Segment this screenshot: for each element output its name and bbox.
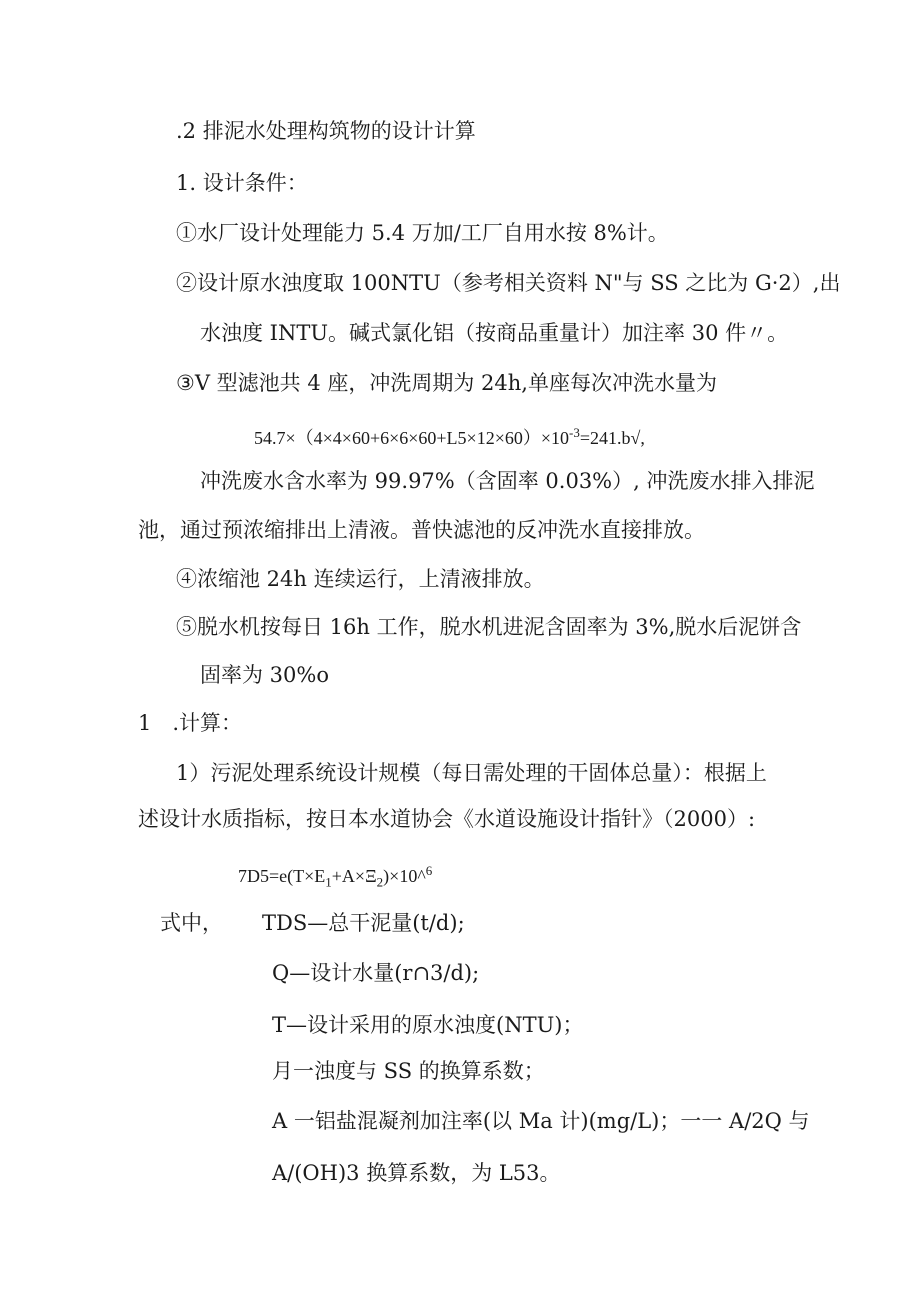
calculation-1-line-2: 述设计水质指标，按日本水道协会《水道设施设计指针》（2000）: [138, 807, 756, 831]
condition-3-line-2: 冲洗废水含水率为 99.97%（含固率 0.03%）, 冲洗废水排入排泥 [200, 469, 815, 493]
condition-1: ①水厂设计处理能力 5.4 万加/工厂自用水按 8%计。 [176, 221, 669, 245]
washwater-formula-exponent: -3 [569, 425, 580, 440]
calculation-1-line-1: 1）污泥处理系统设计规模（每日需处理的干固体总量）：根据上 [176, 761, 767, 785]
tds-formula-right: )×10^ [383, 866, 426, 886]
tds-formula-left: 7D5=e(T×E [238, 866, 326, 886]
condition-3-line-3: 池，通过预浓缩排出上清液。普快滤池的反冲洗水直接排放。 [138, 518, 705, 542]
design-conditions-title: 1. 设计条件： [176, 171, 308, 195]
variable-e1: 月一浊度与 SS 的换算系数； [272, 1059, 545, 1083]
variable-q: Q—设计水量(r∩3/d); [272, 961, 480, 985]
variable-t: T—设计采用的原水浊度(NTU)； [272, 1013, 584, 1037]
condition-5-line-2: 固率为 30%o [200, 663, 329, 687]
condition-5-line-1: ⑤脱水机按每日 16h 工作，脱水机进泥含固率为 3%,脱水后泥饼含 [176, 615, 802, 639]
condition-2-line-1: ②设计原水浊度取 100NTU（参考相关资料 N"与 SS 之比为 G·2）,出 [176, 271, 841, 295]
condition-3-line-1: ③V 型滤池共 4 座，冲洗周期为 24h,单座每次冲洗水量为 [176, 371, 717, 395]
tds-formula [238, 856, 432, 898]
tds-formula-sub-1: 1 [325, 874, 332, 890]
variable-a-conversion: A/(OH)3 换算系数，为 L53。 [272, 1161, 561, 1185]
washwater-formula-main: 54.7×（4×4×60+6×6×60+L5×12×60）×10 [254, 428, 570, 448]
variable-tds: TDS—总干泥量(t/d); [262, 911, 465, 935]
tds-formula-middle: +A×Ξ [331, 866, 377, 886]
washwater-formula-result: =241.b√, [579, 428, 645, 448]
condition-4: ④浓缩池 24h 连续运行，上清液排放。 [176, 567, 545, 591]
variable-a: A 一铝盐混凝剂加注率(以 Ma 计)(mg/L)；一一 A/2Q 与 [272, 1109, 810, 1133]
tds-formula-exponent: 6 [425, 863, 433, 878]
where-label: 式中， [160, 911, 223, 935]
section-heading: .2 排泥水处理构筑物的设计计算 [176, 119, 476, 143]
tds-formula-sub-2: 2 [376, 874, 384, 890]
calculation-title: 1 .计算： [138, 711, 243, 735]
washwater-formula [254, 418, 645, 453]
condition-2-line-2: 水浊度 INTU。碱式氯化铝（按商品重量计）加注率 30 件〃。 [200, 321, 789, 345]
